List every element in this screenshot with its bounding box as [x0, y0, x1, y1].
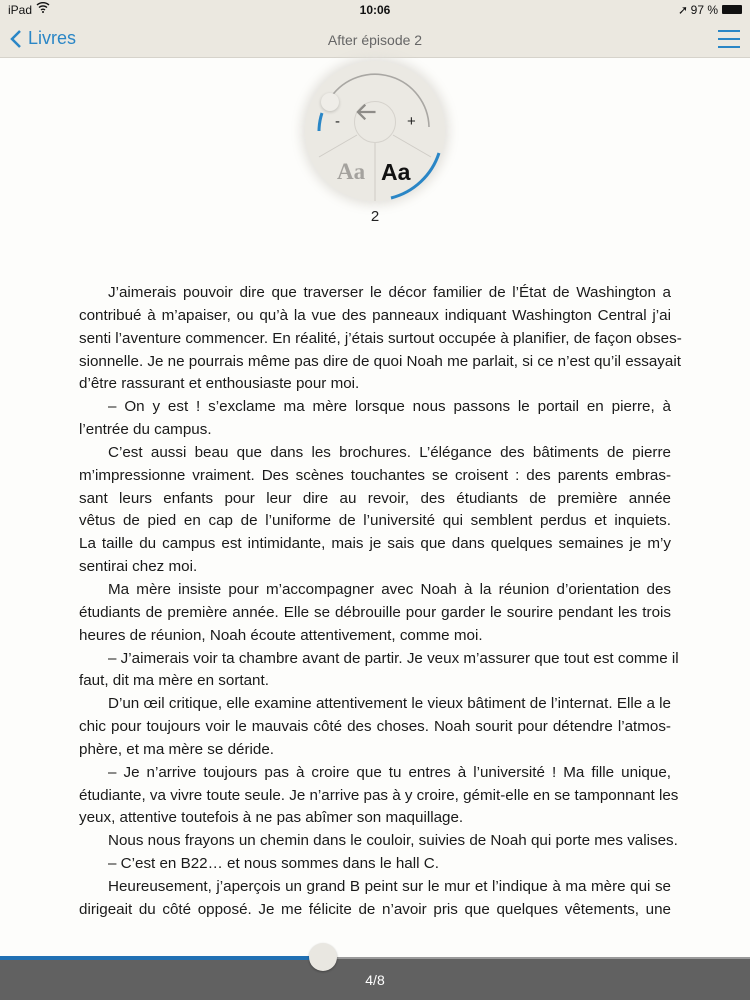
- arrow-left-icon: [355, 102, 377, 122]
- text-line: chic pour toujours voir le mauvais côté des choses. Noah sourit pour détendre l’atmos-: [79, 718, 671, 736]
- top-bar: [0, 0, 750, 58]
- progress-slider-handle[interactable]: [309, 943, 337, 971]
- text-line: vêtus de pied en cap de l’uniforme de l’université qui semblent perdus et inquiets.: [79, 512, 671, 530]
- text-line: sionnelle. Je ne pourrais même pas dire de quoi Noah me parlait, si ce n’est qu’il essayait: [79, 352, 681, 370]
- dial-back-button[interactable]: [354, 101, 396, 143]
- sans-font-option[interactable]: Aa: [381, 159, 411, 185]
- text-line: faut, dit ma mère en sortant.: [79, 672, 269, 690]
- text-line: – C’est en B22… et nous sommes dans le hall C.: [108, 855, 439, 873]
- text-line: La taille du campus est intimidante, mais je sais que dans quelques semaines je m’y: [79, 535, 671, 553]
- text-line: étudiante, va vivre toute seule. Je n’arrive pas à y croire, gémit-elle en se tamponnant les: [79, 786, 679, 804]
- device-name: iPad: [8, 3, 33, 17]
- text-line: étudiants de première année. Elle se débrouille pour garder le sourire pendant les trois: [79, 603, 671, 621]
- serif-font-option[interactable]: Aa: [337, 159, 366, 184]
- text-line: – On y est ! s’exclame ma mère lorsque nous passons le portail en pierre, à: [108, 398, 671, 416]
- page-number: 2: [370, 208, 380, 225]
- decrease-font-button[interactable]: -: [335, 113, 340, 130]
- clock: 10:06: [359, 3, 391, 17]
- location-icon: ➚: [677, 3, 688, 17]
- text-line: dirigeait du côté opposé. Je me félicite de n’avoir pris que quelques vêtements, une: [79, 900, 671, 918]
- text-line: D’un œil critique, elle examine attentivement le vieux bâtiment de l’internat. Elle a le: [108, 695, 671, 713]
- text-line: sant leurs enfants pour leur dire au revoir, des étudiants de première année: [79, 489, 671, 507]
- text-line: contribué à m’apaiser, ou qu’à la vue des panneaux indiquant Washington Central j’ai: [79, 306, 671, 324]
- text-line: Heureusement, j’aperçois un grand B peint sur le mur et l’indique à ma mère qui se: [108, 877, 671, 895]
- text-line: senti l’aventure commencer. En réalité, j’étais surtout occupée à planifier, de façon obses-: [79, 329, 682, 347]
- increase-font-button[interactable]: +: [407, 113, 416, 130]
- text-line: C’est aussi beau que dans les brochures. L’élégance des bâtiments de pierre: [108, 443, 671, 461]
- text-line: yeux, attentive toutefois à ne pas abîmer son maquillage.: [79, 809, 464, 827]
- page-text: [79, 282, 682, 922]
- book-title: After épisode 2: [327, 32, 423, 48]
- back-label: Livres: [28, 28, 77, 48]
- font-size-slider-handle[interactable]: [321, 93, 339, 111]
- text-line: – Je n’arrive toujours pas à croire que tu entres à l’université ! Ma fille unique,: [108, 763, 671, 781]
- text-line: m’impressionne vraiment. Des scènes touchantes se croisent : des parents embras-: [79, 466, 671, 484]
- page-counter: 4/8: [365, 972, 385, 988]
- text-line: l’entrée du campus.: [79, 421, 212, 439]
- text-line: Nous nous frayons un chemin dans le couloir, suivies de Noah qui porte mes valises.: [108, 832, 678, 850]
- battery-icon: [722, 5, 742, 14]
- text-line: J’aimerais pouvoir dire que traverser le décor familier de l’État de Washington a: [108, 284, 671, 301]
- progress-track[interactable]: [323, 957, 750, 959]
- text-line: sentirai chez moi.: [79, 558, 198, 576]
- text-line: – J’aimerais voir ta chambre avant de partir. Je veux m’assurer que tout est comme il: [108, 649, 679, 667]
- menu-icon[interactable]: [718, 30, 740, 48]
- text-line: heures de réunion, Noah écoute attentivement, comme moi.: [79, 626, 483, 644]
- progress-fill: [0, 956, 323, 960]
- battery-percent: 97 %: [690, 3, 718, 17]
- text-line: phère, et ma mère se déride.: [79, 740, 275, 758]
- text-line: d’être rassurant et enthousiaste pour moi.: [79, 375, 360, 393]
- text-line: Ma mère insiste pour m’accompagner avec Noah à la réunion d’orientation des: [108, 580, 671, 598]
- font-size-dial: [305, 61, 445, 201]
